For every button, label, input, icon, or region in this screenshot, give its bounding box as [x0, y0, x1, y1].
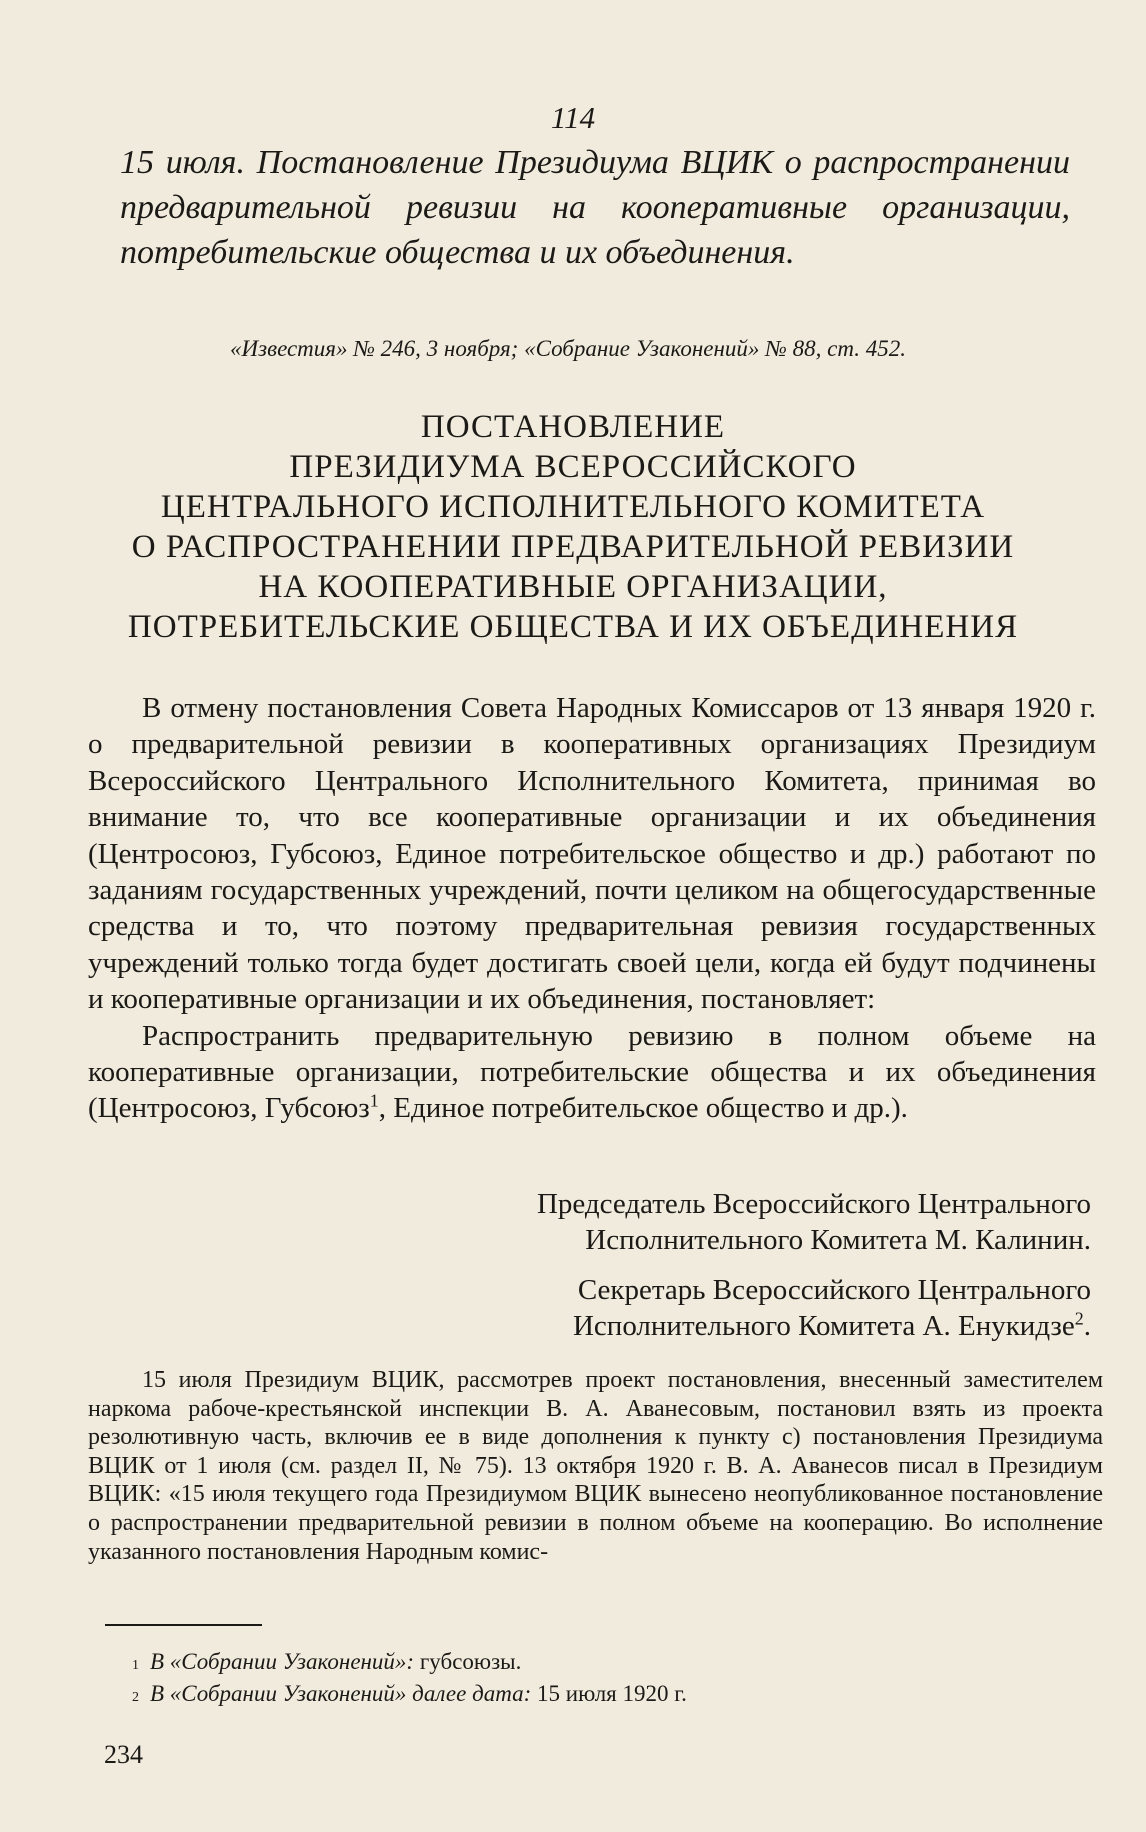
body-paragraph: В отмену постановления Совета Народных Комиссаров от 13 января 1920 г. о предварительной ревизии в кооперативных организациях Президиум Всероссийского Центрального Исполнительного Комитета, принимая во внимание то, что все кооперативные организации и их объединения (Центросоюз, Губсоюз, Единое потребительское общество и др.) работают по заданиям государственных учреждений, почти целиком на общегосударственные средства и то, что поэтому предварительная ревизия государственных учреждений только тогда будет достигать своей цели, когда ей будут подчинены и кооперативные организации и их объединения, постановляет:: [88, 692, 1096, 1016]
heading-line: НА КООПЕРАТИВНЫЕ ОРГАНИЗАЦИИ,: [258, 569, 888, 605]
note-paragraph: 15 июля Президиум ВЦИК, рассмотрев проект постановления, внесенный заместителем наркома рабоче-крестьянской инспекции В. А. Аванесовым, постановил взять из проекта резолютивную часть, включив ее в виде дополнения к пункту с) постановления Президиума ВЦИК от 1 июля (см. раздел II, № 75). 13 октября 1920 г. В. А. Аванесов писал в Президиум ВЦИК: «15 июля текущего года Президиумом ВЦИК вынесено неопубликованное постановление о распространении предварительной ревизии в полном объеме на кооперацию. Во исполнение указанного постановления Народным комис-: [88, 1367, 1103, 1565]
footnote-number: 2: [132, 1690, 139, 1705]
footnote: [132, 1678, 1080, 1710]
heading-line: ЦЕНТРАЛЬНОГО ИСПОЛНИТЕЛЬНОГО КОМИТЕТА: [160, 489, 986, 525]
editorial-note: [88, 1366, 1103, 1566]
footnote-divider: [105, 1624, 262, 1626]
footnote-italic: В «Собрании Узаконений» далее дата:: [150, 1681, 532, 1706]
signature-text: Исполнительного Комитета А. Енукидзе: [572, 1310, 1075, 1343]
signature-text: .: [1083, 1310, 1091, 1343]
footnote-ref: 1: [369, 1090, 379, 1111]
footnote-number: 1: [132, 1658, 139, 1673]
document-header-title: 15 июля. Постановление Президиума ВЦИК о распространении предварительной ревизии на кооперативные организации, потребительские общества и их объединения.: [120, 144, 1070, 271]
body-text: , Единое потребительское общество и др.).: [378, 1092, 908, 1125]
footnote-ref: 2: [1074, 1308, 1084, 1329]
resolution-heading: [80, 407, 1066, 647]
signature-line: Исполнительного Комитета М. Калинин.: [585, 1224, 1091, 1257]
body-text: Распространить предварительную ревизию в полном объеме на кооперативные организации, потребительские общества и их объединения (Центросоюз, Губсоюз: [88, 1019, 1096, 1125]
footnote: [132, 1646, 1080, 1678]
footnote-italic: В «Собрании Узаконений»:: [150, 1649, 415, 1674]
heading-line: ПОСТАНОВЛЕНИЕ: [420, 409, 726, 445]
document-number: 114: [550, 100, 596, 135]
resolution-body: [88, 690, 1096, 1127]
body-paragraph: [88, 1018, 1096, 1127]
heading-line: ПОТРЕБИТЕЛЬСКИЕ ОБЩЕСТВА И ИХ ОБЪЕДИНЕНИЯ: [127, 609, 1019, 645]
footnotes: [132, 1646, 1080, 1710]
footnote-text: губсоюзы.: [414, 1649, 522, 1674]
signature-line: Секретарь Всероссийского Центрального: [577, 1274, 1091, 1306]
page-number: 234: [104, 1740, 143, 1769]
heading-line: О РАСПРОСТРАНЕНИИ ПРЕДВАРИТЕЛЬНОЙ РЕВИЗИИ: [131, 529, 1015, 565]
signature-line: [573, 1308, 1091, 1344]
footnote-text: 15 июля 1920 г.: [531, 1681, 687, 1706]
chairman-signature: [537, 1186, 1091, 1259]
publication-source: «Известия» № 246, 3 ноября; «Собрание Узаконений» № 88, ст. 452.: [230, 336, 906, 361]
heading-line: ПРЕЗИДИУМА ВСЕРОССИЙСКОГО: [289, 449, 857, 485]
secretary-signature: [573, 1272, 1091, 1345]
signature-line: Председатель Всероссийского Центрального: [536, 1188, 1091, 1220]
